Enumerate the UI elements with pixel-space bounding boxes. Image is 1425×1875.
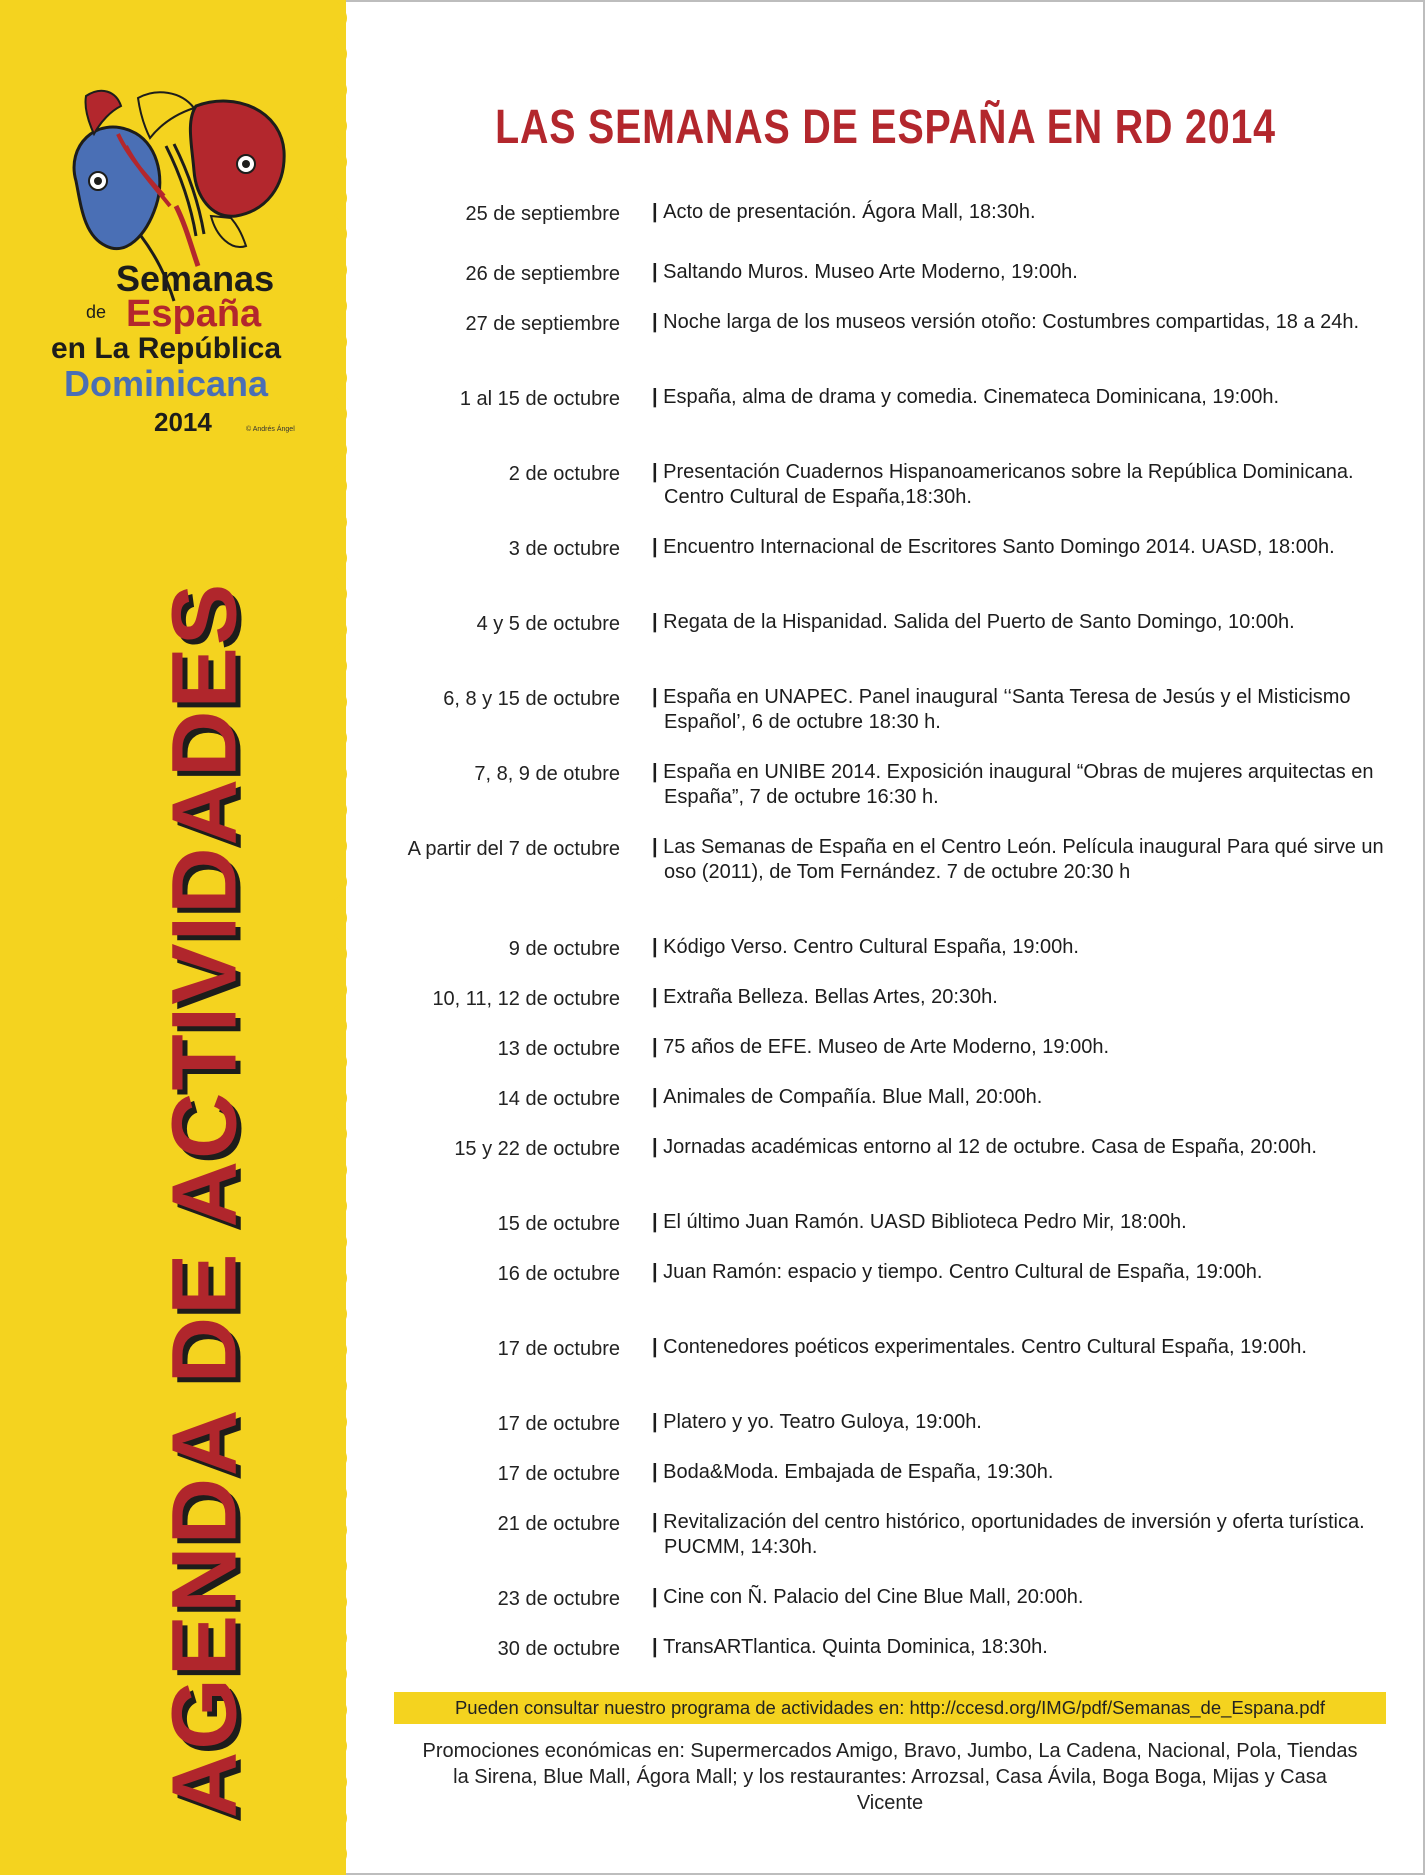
event-date: 27 de septiembre xyxy=(465,313,620,335)
event-description: | Juan Ramón: espacio y tiempo. Centro Cultural de España, 19:00h. xyxy=(652,1260,1384,1285)
event-description: | Extraña Belleza. Bellas Artes, 20:30h. xyxy=(652,985,1384,1010)
event-description: | Regata de la Hispanidad. Salida del Puerto de Santo Domingo, 10:00h. xyxy=(652,610,1384,635)
blue-parrot-icon xyxy=(74,127,160,249)
event-description: | Presentación Cuadernos Hispanoamericanos sobre la República Dominicana. Centro Cultural de España,18:30h. xyxy=(652,460,1384,510)
event-date: 9 de octubre xyxy=(508,938,620,960)
event-description: | 75 años de EFE. Museo de Arte Moderno, 19:00h. xyxy=(652,1035,1384,1060)
event-description: | Boda&Moda. Embajada de España, 19:30h. xyxy=(652,1460,1384,1485)
logo-credit: © Andrés Ángel xyxy=(246,426,295,433)
page-title: LAS SEMANAS DE ESPAÑA EN RD 2014 xyxy=(495,101,1276,154)
event-date: 26 de septiembre xyxy=(465,263,620,285)
program-note: Pueden consultar nuestro programa de actividades en: http://ccesd.org/IMG/pdf/Semanas_de_Espana.pdf xyxy=(394,1692,1386,1724)
svg-text:Semanas: Semanas xyxy=(116,258,275,299)
event-date: 21 de octubre xyxy=(497,1513,620,1535)
parrots-logo xyxy=(46,86,316,466)
event-date: 30 de octubre xyxy=(497,1638,620,1660)
event-description: | Acto de presentación. Ágora Mall, 18:30h. xyxy=(652,200,1384,225)
event-description: | España en UNIBE 2014. Exposición inaugural “Obras de mujeres arquitectas en España”, 7 de octubre 16:30 h. xyxy=(652,760,1384,810)
event-description: | Saltando Muros. Museo Arte Moderno, 19:00h. xyxy=(652,260,1384,285)
svg-text:Dominicana: Dominicana xyxy=(64,363,269,404)
event-date: 17 de octubre xyxy=(497,1463,620,1485)
event-description: | Noche larga de los museos versión otoño: Costumbres compartidas, 18 a 24h. xyxy=(652,310,1384,335)
event-description: | Cine con Ñ. Palacio del Cine Blue Mall, 20:00h. xyxy=(652,1585,1384,1610)
event-description: | Animales de Compañía. Blue Mall, 20:00h. xyxy=(652,1085,1384,1110)
event-date: 25 de septiembre xyxy=(465,203,620,225)
event-date: 6, 8 y 15 de octubre xyxy=(443,688,620,710)
event-description: | Jornadas académicas entorno al 12 de octubre. Casa de España, 20:00h. xyxy=(652,1135,1384,1160)
event-date: 3 de octubre xyxy=(508,538,620,560)
scalloped-edge xyxy=(334,0,358,1875)
promotions-text: Promociones económicas en: Supermercados Amigo, Bravo, Jumbo, La Cadena, Nacional, Pola, Tiendas la Sirena, Blue Mall, Ágora Mall; y los restaurantes: Arrozsal, Casa Ávila, Boga Boga, Mijas y Casa Vicente xyxy=(422,1740,1358,1814)
event-description: | Encuentro Internacional de Escritores Santo Domingo 2014. UASD, 18:00h. xyxy=(652,535,1384,560)
event-description: | TransARTlantica. Quinta Dominica, 18:30h. xyxy=(652,1635,1384,1660)
svg-text:2014: 2014 xyxy=(154,407,212,437)
event-description: | Platero y yo. Teatro Guloya, 19:00h. xyxy=(652,1410,1384,1435)
event-description: | El último Juan Ramón. UASD Biblioteca Pedro Mir, 18:00h. xyxy=(652,1210,1384,1235)
event-description: | España en UNAPEC. Panel inaugural ‘‘Santa Teresa de Jesús y el Misticismo Español’, 6 de octubre 18:30 h. xyxy=(652,685,1384,735)
event-date: 10, 11, 12 de octubre xyxy=(432,988,620,1010)
svg-text:de: de xyxy=(86,302,107,322)
event-date: 13 de octubre xyxy=(497,1038,620,1060)
event-date: 14 de octubre xyxy=(497,1088,620,1110)
sidebar xyxy=(0,0,346,1875)
vertical-title: AGENDA DE ACTIVIDADES xyxy=(153,581,256,1819)
event-date: 1 al 15 de octubre xyxy=(459,388,620,410)
event-date: 16 de octubre xyxy=(497,1263,620,1285)
red-parrot-icon xyxy=(190,101,284,216)
svg-text:en La República: en La República xyxy=(51,332,282,365)
event-date: 2 de octubre xyxy=(508,463,620,485)
event-description: | Kódigo Verso. Centro Cultural España, 19:00h. xyxy=(652,935,1384,960)
event-description: | Revitalización del centro histórico, oportunidades de inversión y oferta turística. PUCMM, 14:30h. xyxy=(652,1510,1384,1560)
svg-text:España: España xyxy=(126,293,262,335)
event-date: 7, 8, 9 de otubre xyxy=(474,763,620,785)
event-date: 23 de octubre xyxy=(497,1588,620,1610)
event-description: | Las Semanas de España en el Centro León. Película inaugural Para qué sirve un oso (2011), de Tom Fernández. 7 de octubre 20:30 h xyxy=(652,835,1384,885)
event-date: A partir del 7 de octubre xyxy=(407,838,620,860)
event-description: | España, alma de drama y comedia. Cinemateca Dominicana, 19:00h. xyxy=(652,385,1384,410)
event-date: 17 de octubre xyxy=(497,1338,620,1360)
event-date: 15 de octubre xyxy=(497,1213,620,1235)
event-date: 15 y 22 de octubre xyxy=(454,1138,620,1160)
scallop-path xyxy=(334,0,347,1875)
event-description: | Contenedores poéticos experimentales. Centro Cultural España, 19:00h. xyxy=(652,1335,1384,1360)
event-date: 17 de octubre xyxy=(497,1413,620,1435)
event-date: 4 y 5 de octubre xyxy=(476,613,620,635)
